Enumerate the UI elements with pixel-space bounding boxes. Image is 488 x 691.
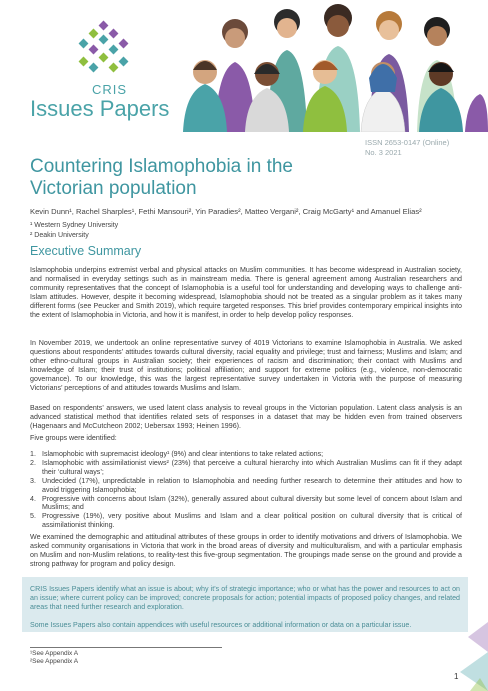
list-number: 4.: [30, 494, 36, 503]
info-box-text: CRIS Issues Papers identify what an issue is about; why it’s of strategic importance; who or what has the power and resources to act on an issue; where current policy can be improved; concrete proposals for action; potential impacts of proposed policy changes, and related areas that need further research and exploration.: [30, 585, 460, 611]
list-text: Islamophobic with assimilationist views² (23%) that perceive a cultural hierarchy into which Australian Muslims can fit if they adapt their ‘cultural ways’;: [42, 458, 462, 476]
page-title: Countering Islamophobia in the Victorian population: [30, 156, 294, 199]
footnote-1: ¹See Appendix A: [30, 650, 79, 657]
brand-org: CRIS: [92, 82, 128, 97]
section-heading: Executive Summary: [30, 244, 142, 258]
authors-line: Kevin Dunn¹, Rachel Sharples¹, Fethi Mansouri², Yin Paradies², Matteo Vergani², Craig McGarty¹ and Amanuel Elias²: [30, 207, 422, 216]
list-text: Progressive (19%), very positive about Muslims and Islam and a clear political position on cultural diversity that is critical of assimilationist thinking.: [42, 512, 462, 530]
list-item: [30, 450, 462, 459]
list-number: 5.: [30, 512, 36, 521]
people-illustration: [175, 0, 488, 132]
info-box-note: Some Issues Papers also contain appendices with useful resources or additional information or data on a particular issue.: [30, 621, 412, 629]
affiliation-2: ² Deakin University: [30, 232, 89, 239]
affiliations: [30, 221, 118, 241]
list-text: Undecided (17%), unpredictable in relation to Islamophobia and needing further research to determine their attitudes and how to avoid triggering Islamophobia;: [42, 476, 462, 494]
list-text: Islamophobic with supremacist ideology¹ (9%) and clear intentions to take related actions;: [42, 450, 324, 458]
paragraph-method: Based on respondents’ answers, we used latent class analysis to reveal groups in the Victorian population. Latent class analysis is an advanced statistical method that identifies related sets of responses in a dataset that may be hidden even from trained observers (Hagenaars and McCutcheon 2002; Uebersax 1993; Heinen 1996).: [30, 404, 462, 430]
list-item: [30, 512, 462, 530]
issue-number: No. 3 2021: [365, 148, 402, 157]
list-item: [30, 459, 462, 477]
paragraph-groups-intro: Five groups were identified:: [30, 434, 117, 442]
brand-series: Issues Papers: [30, 96, 170, 121]
cris-logo-icon: [80, 22, 128, 82]
footnote-2: ²See Appendix A: [30, 658, 79, 665]
footnote-divider: [30, 647, 222, 648]
list-text: Progressive with concerns about Islam (32%), generally assured about cultural diversity but some level of concern about Islam and Muslims; and: [42, 494, 462, 512]
affiliation-1: ¹ Western Sydney University: [30, 222, 119, 229]
paragraph-findings: We examined the demographic and attitudinal attributes of these groups in order to identify motivations and drivers of Islamophobia. We asked community organisations in Victoria that work in the broad areas of diversity and multiculturalism, and with a particular emphasis on Muslim and non-Muslim relations, to reality-test this five-group segmentation. The groupings made sense on the ground and provide a strong pathway for program and policy design.: [30, 533, 462, 568]
paragraph-survey: In November 2019, we undertook an online representative survey of 4019 Victorians to examine Islamophobia in Australia. We asked questions about respondents’ attitudes towards cultural diversity, racial equality and privilege; trust and fairness; Muslims and Islam; and other ethno-cultural groups in Australian society; their experiences of racism and discrimination; their contact with Muslims and knowledge of Islam; their trust of institutions; political affiliation; and support for extreme politics (e.g., violence, non-democratic governance). To our knowledge, this was the largest representative survey undertaken in Victoria with the purpose of measuring Victorians’ perceptions of and attitudes towards Muslims and Islam.: [30, 339, 462, 392]
corner-decoration: [440, 612, 488, 691]
page-number: 1: [454, 672, 459, 681]
list-number: 3.: [30, 476, 36, 485]
list-number: 2.: [30, 458, 36, 467]
info-box: [22, 577, 468, 632]
issn-text: ISSN 2653-0147 (Online): [365, 138, 450, 147]
list-number: 1.: [30, 450, 36, 458]
list-item: [30, 477, 462, 495]
paragraph-intro: Islamophobia underpins extremist verbal and physical attacks on Muslim communities. It has become widespread in Australian society, and normalised in everyday settings such as in mainstream media. There is general agreement among Australian researchers and community representatives that the concept of Islamophobia is a useful tool for understanding and developing ways to challenge anti-Islam attitudes. However, despite it becoming widespread, Islamophobia should not be treated as a singular problem as it takes many different forms (see Peucker and Smith 2019), which require targeted responses. This brief provides contemporary empirical insights into the extent of Islamophobia in Victoria, and how it is manifest, in order to help develop policy responses.: [30, 266, 462, 319]
issn-block: [365, 138, 449, 158]
list-item: [30, 495, 462, 513]
groups-list: [30, 450, 462, 530]
